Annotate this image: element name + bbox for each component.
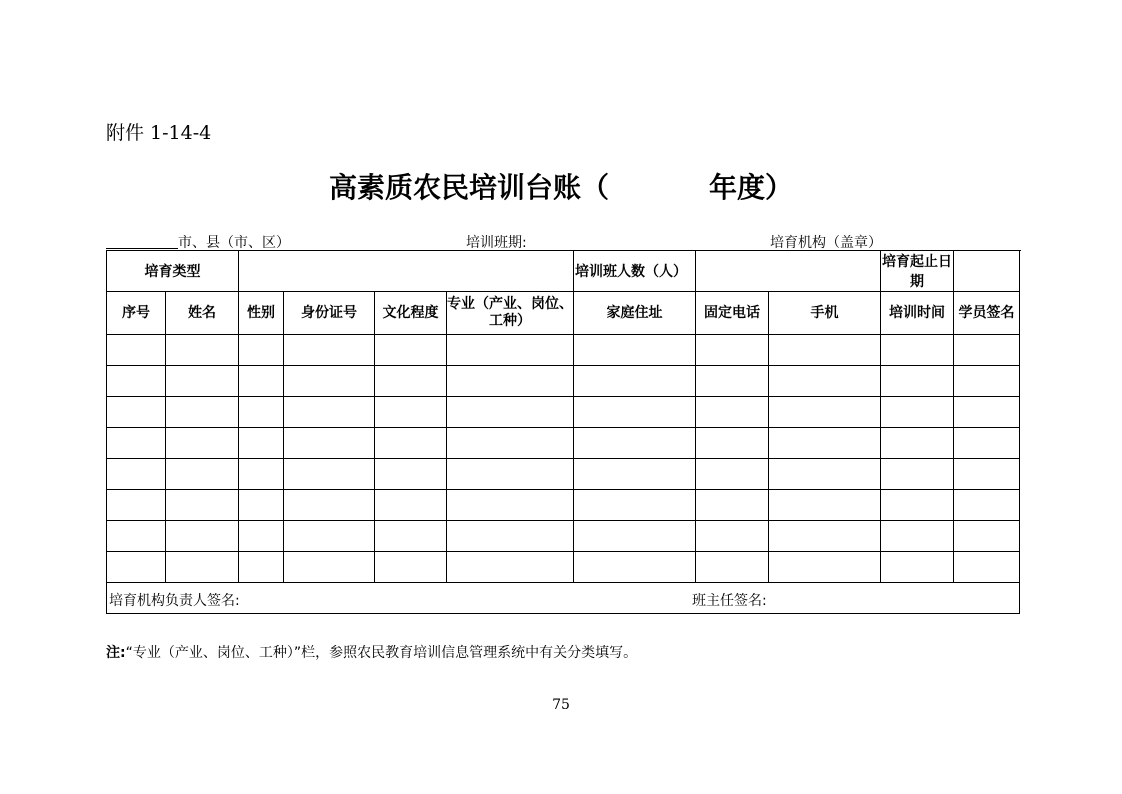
note-text: “专业（产业、岗位、工种）”栏，参照农民教育培训信息管理系统中有关分类填写。 (125, 645, 638, 661)
table-cell[interactable] (107, 490, 166, 521)
table-cell[interactable] (166, 459, 239, 490)
table-cell[interactable] (447, 428, 574, 459)
table-cell[interactable] (769, 366, 881, 397)
table-cell[interactable] (284, 335, 375, 366)
table-cell[interactable] (574, 397, 696, 428)
table-cell[interactable] (769, 552, 881, 583)
table-cell[interactable] (284, 521, 375, 552)
table-cell[interactable] (881, 397, 954, 428)
table-cell[interactable] (166, 366, 239, 397)
city-blank (106, 235, 178, 249)
table-cell[interactable] (696, 397, 769, 428)
table-cell[interactable] (447, 521, 574, 552)
table-cell[interactable] (574, 521, 696, 552)
table-cell[interactable] (166, 428, 239, 459)
table-cell[interactable] (881, 552, 954, 583)
table-cell[interactable] (696, 552, 769, 583)
table-cell[interactable] (769, 459, 881, 490)
table-cell[interactable] (574, 366, 696, 397)
column-header-row (107, 292, 1020, 335)
table-cell[interactable] (954, 397, 1020, 428)
city-field (106, 232, 290, 252)
table-cell[interactable] (375, 335, 447, 366)
table-cell[interactable] (284, 428, 375, 459)
table-row (107, 335, 1020, 366)
col-trainee-signature: 学员签名 (954, 292, 1020, 335)
col-training-time: 培训时间 (881, 292, 954, 335)
table-cell[interactable] (284, 552, 375, 583)
table-cell[interactable] (166, 552, 239, 583)
table-cell[interactable] (107, 552, 166, 583)
table-cell[interactable] (447, 335, 574, 366)
table-cell[interactable] (375, 490, 447, 521)
col-major (447, 292, 574, 335)
table-cell[interactable] (239, 459, 284, 490)
col-address: 家庭住址 (574, 292, 696, 335)
table-cell[interactable] (447, 552, 574, 583)
table-row (107, 366, 1020, 397)
page-number: 75 (552, 697, 570, 713)
col-name: 姓名 (166, 292, 239, 335)
table-cell[interactable] (375, 366, 447, 397)
footnote (106, 642, 637, 662)
table-cell[interactable] (574, 459, 696, 490)
table-row (107, 459, 1020, 490)
table-cell[interactable] (954, 335, 1020, 366)
class-size-label: 培训班人数（人） (574, 251, 696, 292)
col-phone: 固定电话 (696, 292, 769, 335)
table-cell[interactable] (447, 366, 574, 397)
table-cell[interactable] (166, 490, 239, 521)
table-cell[interactable] (375, 521, 447, 552)
table-cell[interactable] (239, 335, 284, 366)
col-major-line2: 工种） (489, 313, 531, 329)
col-education: 文化程度 (375, 292, 447, 335)
table-cell[interactable] (769, 335, 881, 366)
table-cell[interactable] (954, 428, 1020, 459)
table-cell[interactable] (107, 397, 166, 428)
title-year-suffix: 年度） (709, 171, 794, 204)
table-cell[interactable] (166, 397, 239, 428)
ledger-table (106, 250, 1020, 614)
table-cell[interactable] (954, 459, 1020, 490)
class-teacher-signature-label: 班主任签名: (692, 593, 767, 609)
table-cell[interactable] (284, 366, 375, 397)
training-type-label: 培育类型 (107, 251, 239, 292)
table-cell[interactable] (954, 490, 1020, 521)
table-cell[interactable] (107, 335, 166, 366)
table-cell[interactable] (769, 397, 881, 428)
table-cell[interactable] (696, 490, 769, 521)
table-cell[interactable] (375, 459, 447, 490)
training-type-cell[interactable] (239, 251, 574, 292)
table-cell[interactable] (447, 490, 574, 521)
table-cell[interactable] (881, 490, 954, 521)
table-row (107, 428, 1020, 459)
table-cell[interactable] (447, 459, 574, 490)
document-title (0, 166, 1122, 206)
col-major-line1: 专业（产业、岗位、 (447, 296, 573, 312)
table-cell[interactable] (239, 490, 284, 521)
table-cell[interactable] (107, 366, 166, 397)
table-cell[interactable] (881, 335, 954, 366)
table-cell[interactable] (769, 521, 881, 552)
table-cell[interactable] (954, 366, 1020, 397)
table-cell[interactable] (769, 490, 881, 521)
table-cell[interactable] (447, 397, 574, 428)
col-mobile: 手机 (769, 292, 881, 335)
table-cell[interactable] (284, 459, 375, 490)
city-label: 市、县（市、区） (178, 235, 290, 251)
col-gender: 性别 (239, 292, 284, 335)
table-cell[interactable] (375, 428, 447, 459)
table-cell[interactable] (769, 428, 881, 459)
org-leader-signature-label: 培育机构负责人签名: (109, 593, 240, 609)
table-cell[interactable] (696, 459, 769, 490)
table-cell[interactable] (574, 490, 696, 521)
blank-rows (107, 335, 1020, 583)
table-cell[interactable] (574, 552, 696, 583)
table-cell[interactable] (239, 397, 284, 428)
col-seq: 序号 (107, 292, 166, 335)
table-cell[interactable] (881, 428, 954, 459)
signature-row (107, 583, 1020, 614)
table-cell[interactable] (239, 428, 284, 459)
table-cell[interactable] (107, 428, 166, 459)
table-cell[interactable] (284, 490, 375, 521)
org-seal-label: 培育机构（盖章） (770, 235, 882, 251)
table-cell[interactable] (881, 366, 954, 397)
table-cell[interactable] (166, 521, 239, 552)
table-cell[interactable] (239, 521, 284, 552)
table-row (107, 490, 1020, 521)
note-prefix: 注: (106, 645, 126, 661)
table-cell[interactable] (239, 366, 284, 397)
class-size-cell[interactable] (696, 251, 881, 292)
training-dates-cell[interactable] (954, 251, 1020, 292)
col-id-number: 身份证号 (284, 292, 375, 335)
table-cell[interactable] (239, 552, 284, 583)
table-cell[interactable] (881, 459, 954, 490)
header-row-top (107, 251, 1020, 292)
attachment-label: 附件 1-14-4 (106, 122, 212, 144)
table-cell[interactable] (954, 552, 1020, 583)
table-cell[interactable] (696, 521, 769, 552)
table-row (107, 521, 1020, 552)
table-cell[interactable] (107, 459, 166, 490)
table-cell[interactable] (696, 428, 769, 459)
table-cell[interactable] (696, 366, 769, 397)
table-row (107, 552, 1020, 583)
table-cell[interactable] (375, 397, 447, 428)
table-cell[interactable] (574, 335, 696, 366)
title-main: 高素质农民培训台账（ (328, 171, 609, 204)
table-cell[interactable] (954, 521, 1020, 552)
table-cell[interactable] (574, 428, 696, 459)
period-label: 培训班期: (466, 235, 527, 251)
table-cell[interactable] (166, 335, 239, 366)
table-cell[interactable] (375, 552, 447, 583)
training-dates-label: 培育起止日期 (881, 251, 954, 292)
table-cell[interactable] (881, 521, 954, 552)
table-cell[interactable] (696, 335, 769, 366)
table-cell[interactable] (107, 521, 166, 552)
table-cell[interactable] (284, 397, 375, 428)
table-row (107, 397, 1020, 428)
signature-cell[interactable] (107, 583, 1020, 614)
